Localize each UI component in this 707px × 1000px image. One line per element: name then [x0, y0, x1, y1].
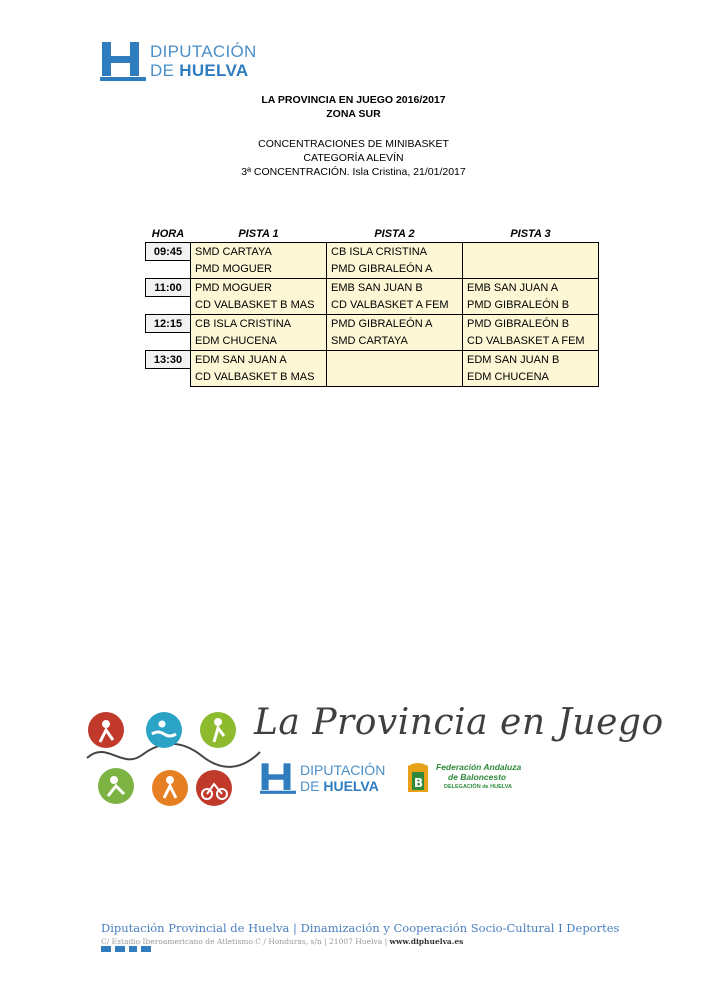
- table-cell: EDM SAN JUAN B: [463, 351, 599, 369]
- table-cell: CD VALBASKET B MAS: [191, 297, 327, 315]
- table-cell: [327, 369, 463, 387]
- diputacion-huelva-logo-small: [260, 762, 400, 802]
- hour-cell-empty: [146, 333, 191, 351]
- basketball-player-icon: [152, 770, 188, 806]
- table-row: [146, 351, 599, 369]
- title-line1: LA PROVINCIA EN JUEGO 2016/2017: [261, 94, 446, 106]
- table-cell: PMD GIBRALEÓN B: [463, 297, 599, 315]
- diputacion-huelva-logo: [100, 42, 270, 86]
- fab-line2: de Baloncesto: [448, 772, 507, 782]
- table-cell: EDM CHUCENA: [191, 333, 327, 351]
- h-logo-icon: [260, 762, 296, 796]
- table-cell: PMD GIBRALEÓN B: [463, 315, 599, 333]
- table-cell: CB ISLA CRISTINA: [327, 243, 463, 261]
- table-row: [146, 315, 599, 333]
- table-header-row: [146, 226, 599, 243]
- swimmer-icon: [146, 712, 182, 748]
- banner-title: La Provincia en Juego: [254, 702, 664, 743]
- soccer-player-icon: [98, 768, 134, 804]
- table-cell: PMD GIBRALEÓN A: [327, 315, 463, 333]
- fab-logo-icon: [404, 762, 432, 796]
- table-cell: EDM SAN JUAN A: [191, 351, 327, 369]
- logo-line2-b: HUELVA: [179, 61, 249, 80]
- footer-line1: Diputación Provincial de Huelva | Dinamización y Cooperación Socio-Cultural I Deportes: [101, 921, 620, 935]
- h-logo-icon: [100, 42, 146, 82]
- table-row: [146, 261, 599, 279]
- schedule-table: [145, 226, 599, 387]
- fab-line3: DELEGACIÓN de HUELVA: [444, 784, 512, 790]
- svg-text:B: B: [414, 776, 424, 790]
- football-player-icon: [88, 712, 124, 748]
- title-line2: ZONA SUR: [326, 108, 381, 120]
- table-row: [146, 243, 599, 261]
- table-cell: CD VALBASKET A FEM: [327, 297, 463, 315]
- subtitle-line2: CATEGORÍA ALEVÍN: [303, 152, 404, 164]
- table-cell: PMD MOGUER: [191, 279, 327, 297]
- hour-cell-empty: [146, 297, 191, 315]
- hour-cell-empty: [146, 261, 191, 279]
- logo-line1: DIPUTACIÓN: [150, 42, 257, 61]
- table-cell: EMB SAN JUAN B: [327, 279, 463, 297]
- table-cell: EMB SAN JUAN A: [463, 279, 599, 297]
- dip-line2-a: DE: [300, 778, 324, 794]
- dip-line1: DIPUTACIÓN: [300, 762, 386, 778]
- table-row: [146, 279, 599, 297]
- hour-cell-empty: [146, 369, 191, 387]
- la-provincia-en-juego-banner: [82, 700, 664, 815]
- table-cell: EDM CHUCENA: [463, 369, 599, 387]
- subtitle-block: [0, 137, 707, 179]
- footer-address: C/ Estadio Iberoamericano de Atletismo C / Honduras, s/n | 21007 Huelva |: [101, 937, 390, 946]
- hour-cell: 09:45: [146, 243, 191, 261]
- volleyball-player-icon: [200, 712, 236, 748]
- table-cell: SMD CARTAYA: [191, 243, 327, 261]
- fab-line1: Federación Andaluza: [436, 762, 522, 772]
- table-cell: PMD MOGUER: [191, 261, 327, 279]
- dip-line2-b: HUELVA: [323, 778, 379, 794]
- table-cell: CB ISLA CRISTINA: [191, 315, 327, 333]
- footer-logo-fragment-icon: [101, 946, 161, 952]
- table-row: [146, 297, 599, 315]
- header-pista-1: PISTA 1: [238, 228, 279, 240]
- table-cell: SMD CARTAYA: [327, 333, 463, 351]
- cyclist-icon: [196, 770, 232, 806]
- table-cell: [463, 243, 599, 261]
- hour-cell: 13:30: [146, 351, 191, 369]
- hour-cell: 11:00: [146, 279, 191, 297]
- sport-pins-graphic: [82, 700, 262, 815]
- logo-line2-a: DE: [150, 61, 180, 80]
- subtitle-line3: 3ª CONCENTRACIÓN. Isla Cristina, 21/01/2017: [241, 166, 466, 178]
- title-block: [0, 93, 707, 121]
- table-cell: [327, 351, 463, 369]
- hour-cell: 12:15: [146, 315, 191, 333]
- footer-line2: [101, 937, 463, 946]
- subtitle-line1: CONCENTRACIONES DE MINIBASKET: [258, 138, 449, 150]
- table-row: [146, 369, 599, 387]
- table-cell: [463, 261, 599, 279]
- table-cell: PMD GIBRALEÓN A: [327, 261, 463, 279]
- header-hora: HORA: [151, 228, 185, 240]
- header-pista-3: PISTA 3: [510, 228, 551, 240]
- table-cell: CD VALBASKET A FEM: [463, 333, 599, 351]
- table-row: [146, 333, 599, 351]
- federacion-andaluza-logo: [404, 760, 534, 800]
- header-pista-2: PISTA 2: [374, 228, 415, 240]
- footer-website-link[interactable]: www.diphuelva.es: [389, 937, 464, 946]
- table-cell: CD VALBASKET B MAS: [191, 369, 327, 387]
